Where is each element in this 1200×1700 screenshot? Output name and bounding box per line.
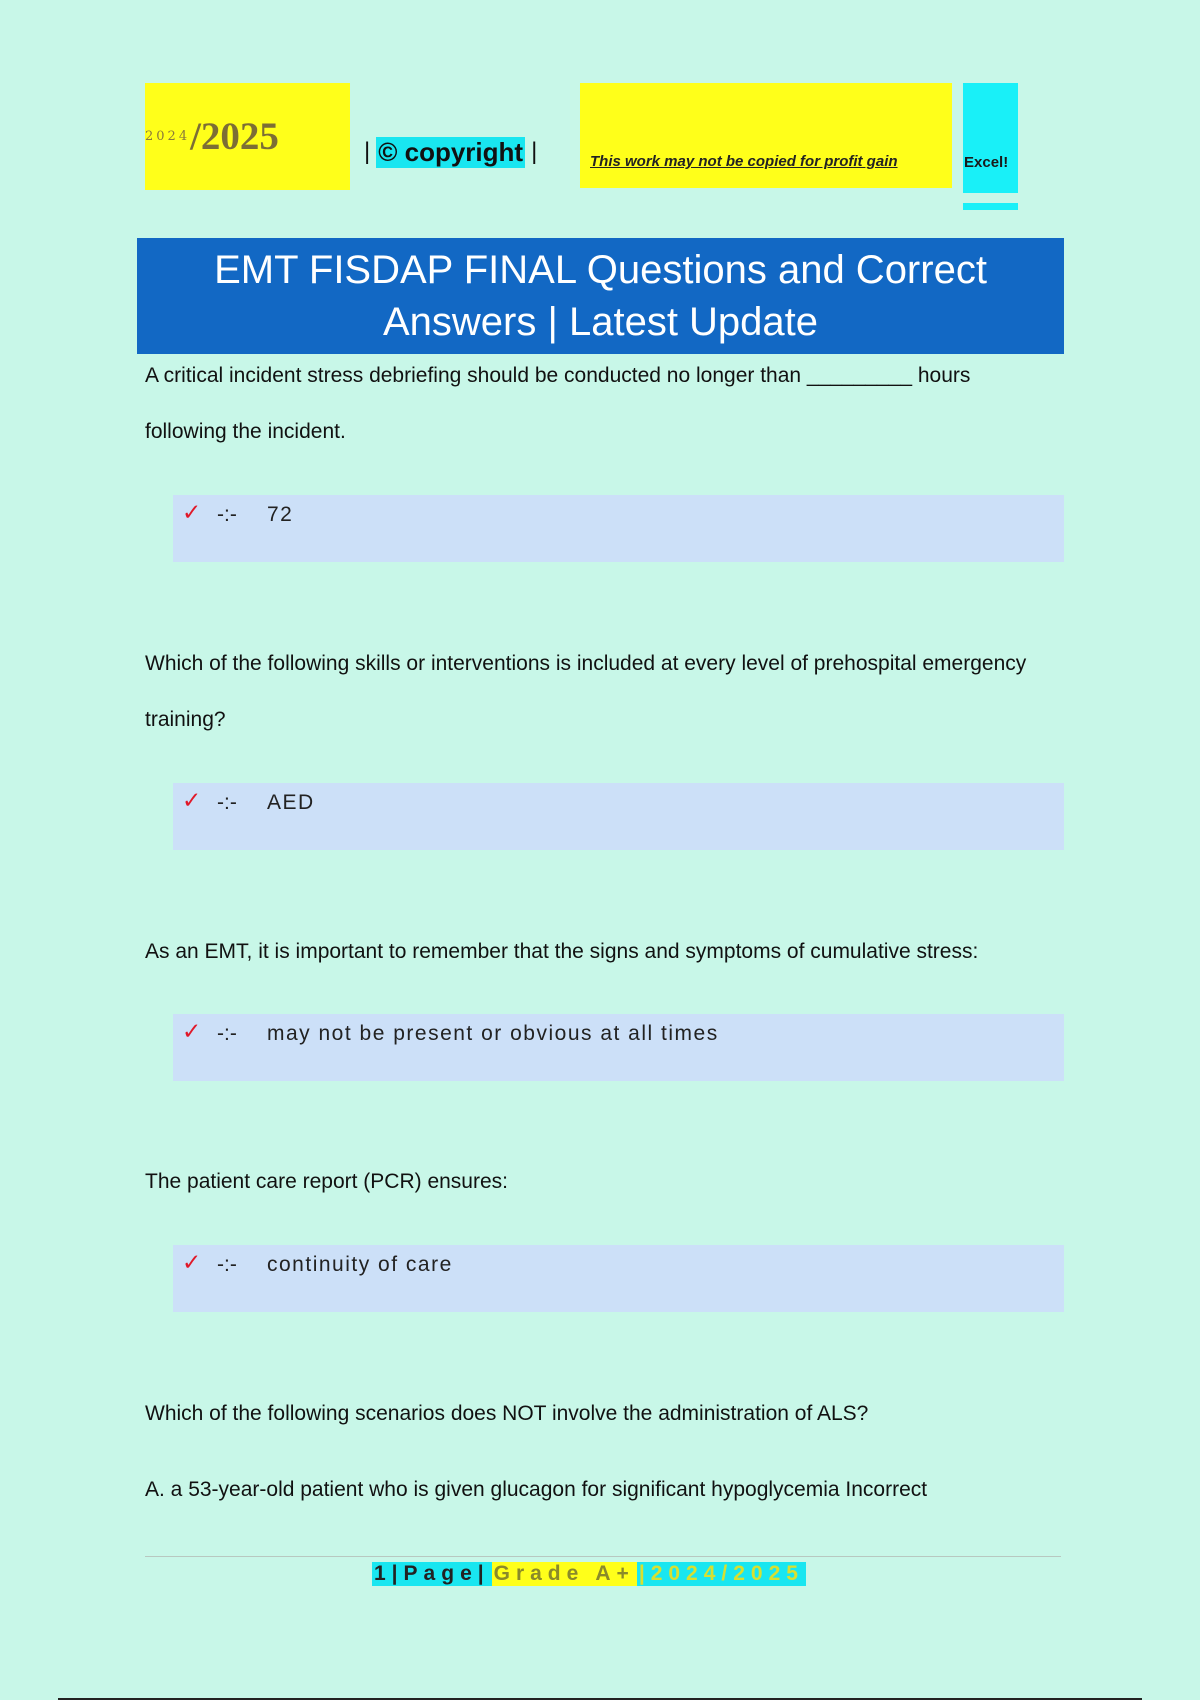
pipe-right: |: [531, 138, 538, 165]
check-icon: ✓: [182, 787, 202, 813]
copy-notice-box: [580, 83, 952, 188]
question-2: Which of the following skills or interventions is included at every level of prehospital emergency training?: [145, 652, 1027, 731]
footer-divider: [145, 1556, 1061, 1557]
footer-grade: Grade A+: [493, 1562, 635, 1585]
answer-marker: -:-: [217, 1253, 237, 1276]
answer-2: AED: [267, 791, 315, 814]
answer-box-3: [173, 1014, 1064, 1081]
title-banner: [137, 238, 1064, 354]
excel-label: Excel!: [964, 154, 1009, 171]
answer-4: continuity of care: [267, 1253, 453, 1276]
excel-underline: [963, 203, 1018, 210]
answer-box-4: [173, 1245, 1064, 1312]
year-small: 2024: [145, 129, 191, 144]
page-footer: [372, 1560, 806, 1588]
answer-marker: -:-: [217, 791, 237, 814]
answer-box-2: [173, 783, 1064, 850]
footer-year: |2024/2025: [638, 1562, 804, 1585]
page-title: EMT FISDAP FINAL Questions and Correct Answers | Latest Update: [214, 248, 987, 344]
question-3: As an EMT, it is important to remember that the signs and symptoms of cumulative stress:: [145, 940, 979, 963]
answer-box-1: [173, 495, 1064, 562]
answer-3: may not be present or obvious at all times: [267, 1022, 719, 1045]
excel-badge: [963, 83, 1018, 193]
answer-marker: -:-: [217, 503, 237, 526]
year-big: /2025: [190, 115, 279, 158]
copyright-text: © copyright: [378, 136, 524, 167]
year-badge: [145, 83, 350, 190]
question-4: The patient care report (PCR) ensures:: [145, 1170, 508, 1193]
check-icon: ✓: [182, 1018, 202, 1044]
option-a: A. a 53-year-old patient who is given glucagon for significant hypoglycemia Incorrect: [145, 1478, 928, 1501]
answer-marker: -:-: [217, 1022, 237, 1045]
check-icon: ✓: [182, 499, 202, 525]
copy-notice: This work may not be copied for profit gain: [590, 153, 898, 170]
answer-1: 72: [267, 503, 294, 526]
check-icon: ✓: [182, 1249, 202, 1275]
footer-page: 1|Page|: [374, 1562, 490, 1585]
pipe-left: |: [364, 138, 371, 165]
question-1: A critical incident stress debriefing should be conducted no longer than _________ hours following the incident.: [145, 364, 971, 443]
copyright-label: [358, 132, 543, 172]
question-5: Which of the following scenarios does NOT involve the administration of ALS?: [145, 1402, 869, 1425]
